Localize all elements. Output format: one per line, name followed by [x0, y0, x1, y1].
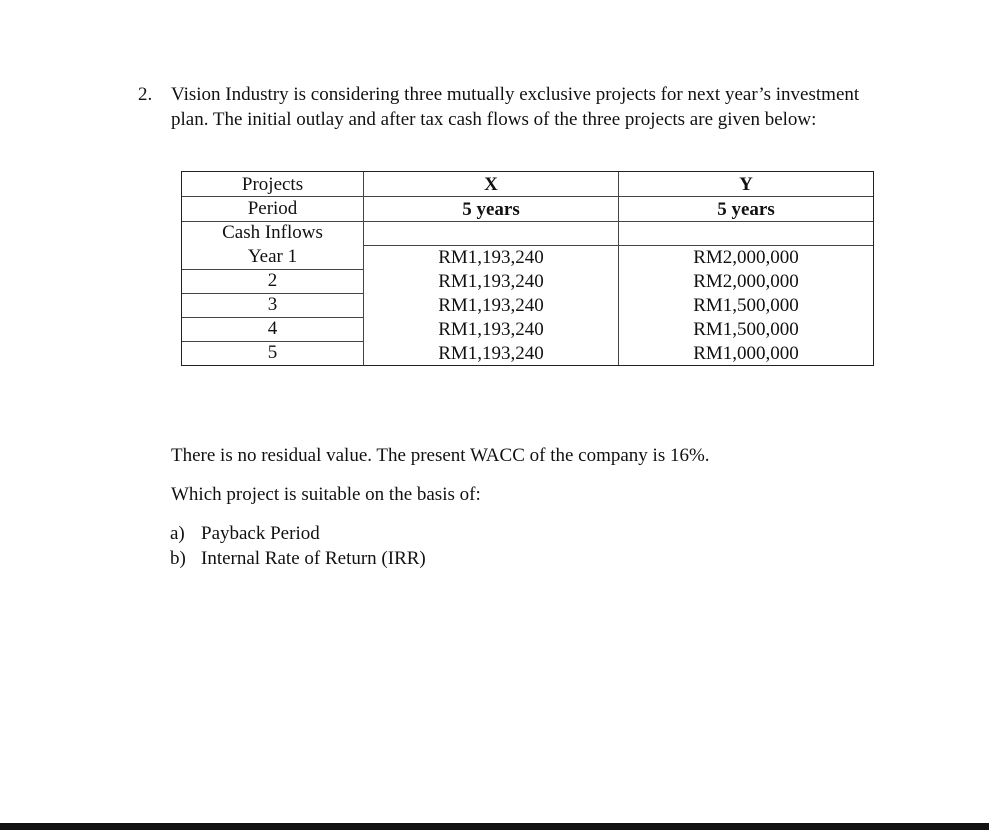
- residual-note: There is no residual value. The present WACC of the company is 16%.: [171, 445, 710, 466]
- y-cash-flow-cell: RM2,000,000: [693, 247, 799, 268]
- project-y-name: Y: [739, 174, 753, 195]
- option-marker: a): [170, 523, 185, 544]
- option-text: Internal Rate of Return (IRR): [201, 548, 426, 569]
- cash-inflows-label: Cash Inflows: [222, 222, 323, 243]
- x-cash-flow-cell: RM1,193,240: [438, 247, 544, 268]
- year-cell: 2: [267, 270, 278, 291]
- project-x-name: X: [484, 174, 498, 195]
- project-x-period: 5 years: [462, 199, 520, 220]
- y-cash-flow-cell: RM1,500,000: [693, 295, 799, 316]
- y-cash-flow-cell: RM1,500,000: [693, 319, 799, 340]
- question-number: 2.: [138, 84, 153, 105]
- option-text: Payback Period: [201, 523, 320, 544]
- x-cash-flow-cell: RM1,193,240: [438, 271, 544, 292]
- option-marker: b): [170, 548, 186, 569]
- year-cell: 5: [267, 342, 278, 363]
- option-item: [170, 546, 426, 571]
- y-cash-flow-cell: RM1,000,000: [693, 343, 799, 364]
- project-y-period: 5 years: [717, 199, 775, 220]
- y-cash-flow-cell: RM2,000,000: [693, 271, 799, 292]
- period-label: Period: [247, 198, 298, 219]
- cash-flow-table: [181, 171, 874, 366]
- year-cell: 4: [267, 318, 278, 339]
- projects-label: Projects: [241, 174, 304, 195]
- question-prompt: Which project is suitable on the basis of:: [171, 484, 481, 505]
- question-intro: Vision Industry is considering three mutually exclusive projects for next year’s investment plan. The initial outlay and after tax cash flows of the three projects are given below:: [171, 84, 860, 130]
- year-cell: Year 1: [247, 246, 298, 267]
- x-cash-flow-cell: RM1,193,240: [438, 319, 544, 340]
- option-item: [170, 521, 320, 546]
- x-cash-flow-cell: RM1,193,240: [438, 295, 544, 316]
- bottom-edge-bar: [0, 823, 989, 830]
- x-cash-flow-cell: RM1,193,240: [438, 343, 544, 364]
- year-cell: 3: [267, 294, 278, 315]
